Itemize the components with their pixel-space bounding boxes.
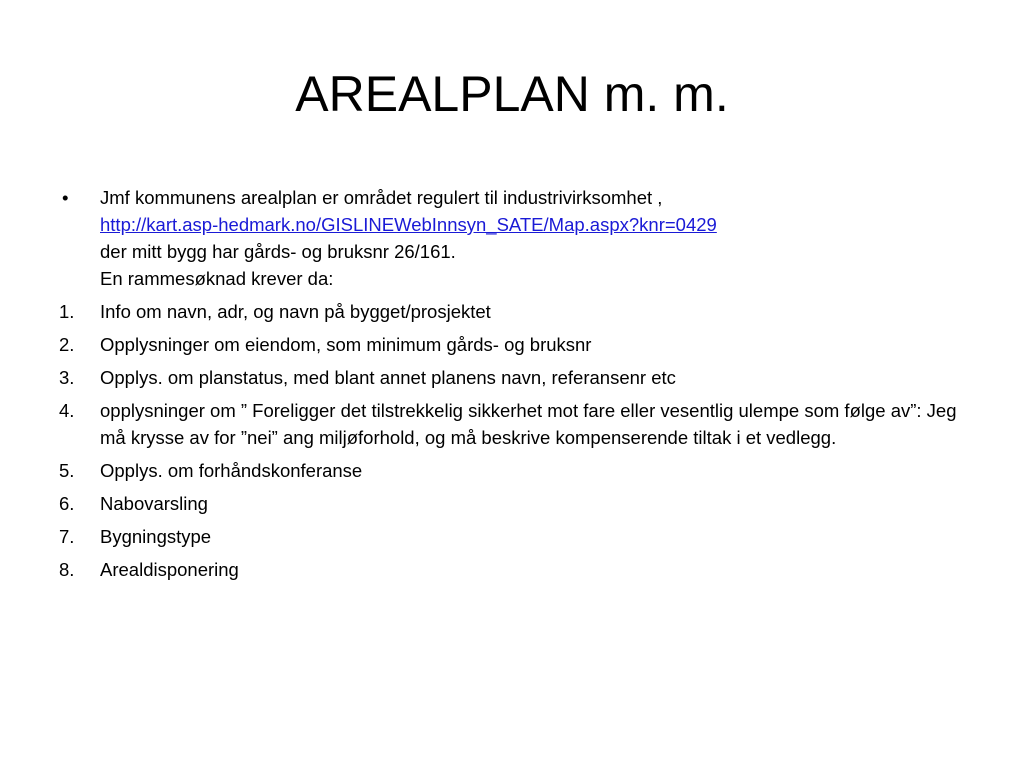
list-number: 5. bbox=[59, 460, 75, 481]
list-item bbox=[59, 298, 969, 325]
list-item bbox=[59, 556, 969, 583]
slide-title: AREALPLAN m. m. bbox=[295, 66, 729, 122]
list-number: 8. bbox=[59, 559, 75, 580]
list-item-text: Opplys. om planstatus, med blant annet planens navn, referansenr etc bbox=[100, 367, 676, 388]
list-number: 1. bbox=[59, 301, 75, 322]
bullet-marker: • bbox=[62, 187, 69, 208]
list-item-text: Opplys. om forhåndskonferanse bbox=[100, 460, 363, 481]
list-item bbox=[59, 397, 969, 451]
list-item-text: Info om navn, adr, og navn på bygget/prosjektet bbox=[100, 301, 491, 322]
slide-content bbox=[59, 184, 969, 589]
list-item bbox=[59, 457, 969, 484]
bullet-line-requirements: En rammesøknad krever da: bbox=[100, 268, 334, 289]
bullet-text bbox=[100, 184, 969, 292]
list-item-text: Arealdisponering bbox=[100, 559, 239, 580]
list-number: 6. bbox=[59, 493, 75, 514]
list-item bbox=[59, 523, 969, 550]
map-link[interactable]: http://kart.asp-hedmark.no/GISLINEWebInnsyn_SATE/Map.aspx?knr=0429 bbox=[100, 214, 717, 235]
list-item bbox=[59, 331, 969, 358]
list-number: 3. bbox=[59, 367, 75, 388]
bullet-line-intro: Jmf kommunens arealplan er området regulert til industrivirksomhet , bbox=[100, 187, 663, 208]
list-item bbox=[59, 364, 969, 391]
list-item-text: Bygningstype bbox=[100, 526, 212, 547]
list-item bbox=[59, 490, 969, 517]
list-number: 4. bbox=[59, 400, 75, 421]
list-item-text: opplysninger om ” Foreligger det tilstrekkelig sikkerhet mot fare eller vesentlig ulempe som følge av”: Jeg må krysse av for ”nei” ang miljøforhold, og må beskrive kompenserende tiltak i et vedlegg. bbox=[100, 400, 957, 448]
list-item-text: Opplysninger om eiendom, som minimum gårds- og bruksnr bbox=[100, 334, 592, 355]
list-number: 7. bbox=[59, 526, 75, 547]
list-item-text: Nabovarsling bbox=[100, 493, 208, 514]
bullet-line-property: der mitt bygg har gårds- og bruksnr 26/161. bbox=[100, 241, 456, 262]
list-number: 2. bbox=[59, 334, 75, 355]
bullet-item bbox=[59, 184, 969, 292]
